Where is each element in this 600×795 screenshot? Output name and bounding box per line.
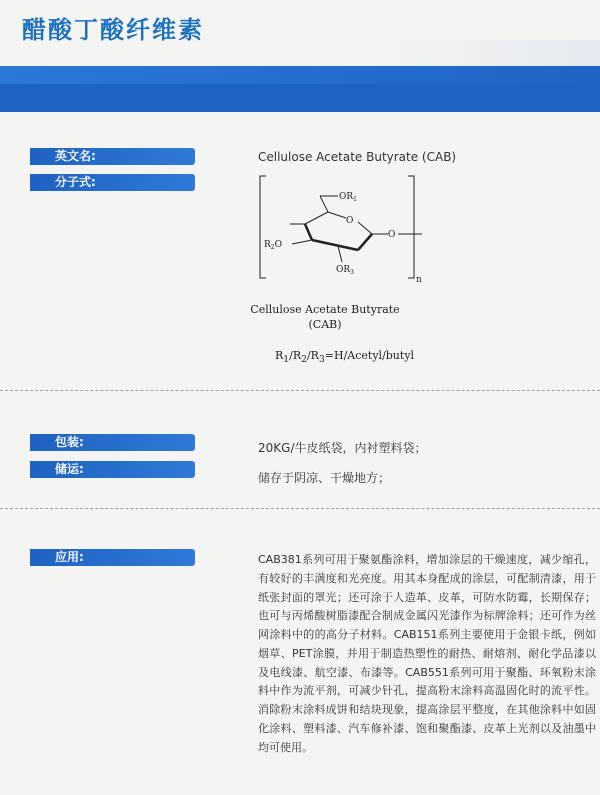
page-title: 醋酸丁酸纤维素 [22, 16, 204, 44]
packaging-label-bar [30, 434, 195, 451]
storage-label-bar [30, 461, 195, 478]
application-label: 应用: [55, 550, 84, 564]
formula-caption-line1: Cellulose Acetate Butyrate [250, 303, 400, 316]
r2-label: $R_2O$ [264, 240, 282, 251]
divider-2 [0, 508, 600, 509]
storage-value: 储存于阴凉、干燥地方； [258, 471, 391, 485]
formula-label: 分子式: [55, 175, 96, 189]
divider-1 [0, 390, 600, 391]
packaging-value: 20KG/牛皮纸袋，内衬塑料袋； [258, 441, 427, 455]
r1-label: $OR_1$ [339, 192, 357, 203]
r3-label: $OR_3$ [336, 265, 354, 276]
ring-oxygen: O [346, 216, 354, 226]
storage-label: 储运: [55, 462, 84, 476]
repeat-n: n [416, 275, 422, 285]
english-name-label-bar [30, 148, 195, 165]
application-text: CAB381系列可用于聚氨酯涂料，增加涂层的干燥速度，减少缩孔，有较好的丰满度和光亮度。用其本身配成的涂层，可配制清漆，用于纸张封面的罩光；还可涂于人造革、皮革，可防水防霉，长期保存；也可与丙烯酸树脂漆配合制成金属闪光漆作为标牌涂料；还可作为丝网涂料中的的高分子材料。CAB151系列主要使用于金银卡纸，例如烟草、PET涂膜，并用于制造热塑性的耐热、耐熔剂、耐化学品漆以及电线漆、航空漆、布漆等。CAB551系列可用于聚酯、环氧粉末涂料中作为流平剂，可减少针孔，提高粉末涂料高温固化时的流平性。消除粉末涂料成饼和结块现象，提高涂层平整度，在其他涂料中如固化涂料、塑料漆、汽车修补漆、饱和聚酯漆、皮革上光剂以及油墨中均可使用。 [258, 553, 596, 754]
application-label-bar [30, 549, 195, 566]
english-name-label: 英文名: [55, 149, 96, 163]
header-band-stripe [0, 66, 600, 84]
formula-caption-line2: (CAB) [308, 318, 342, 331]
formula-label-bar [30, 174, 195, 191]
english-name-value: Cellulose Acetate Butyrate (CAB) [258, 150, 457, 164]
r-group-definition: $R_1/R_2/R_3=H/Acetyl$/butyl [275, 349, 415, 366]
link-oxygen: O [388, 230, 396, 240]
structural-formula [250, 168, 450, 368]
packaging-label: 包装: [55, 435, 84, 449]
